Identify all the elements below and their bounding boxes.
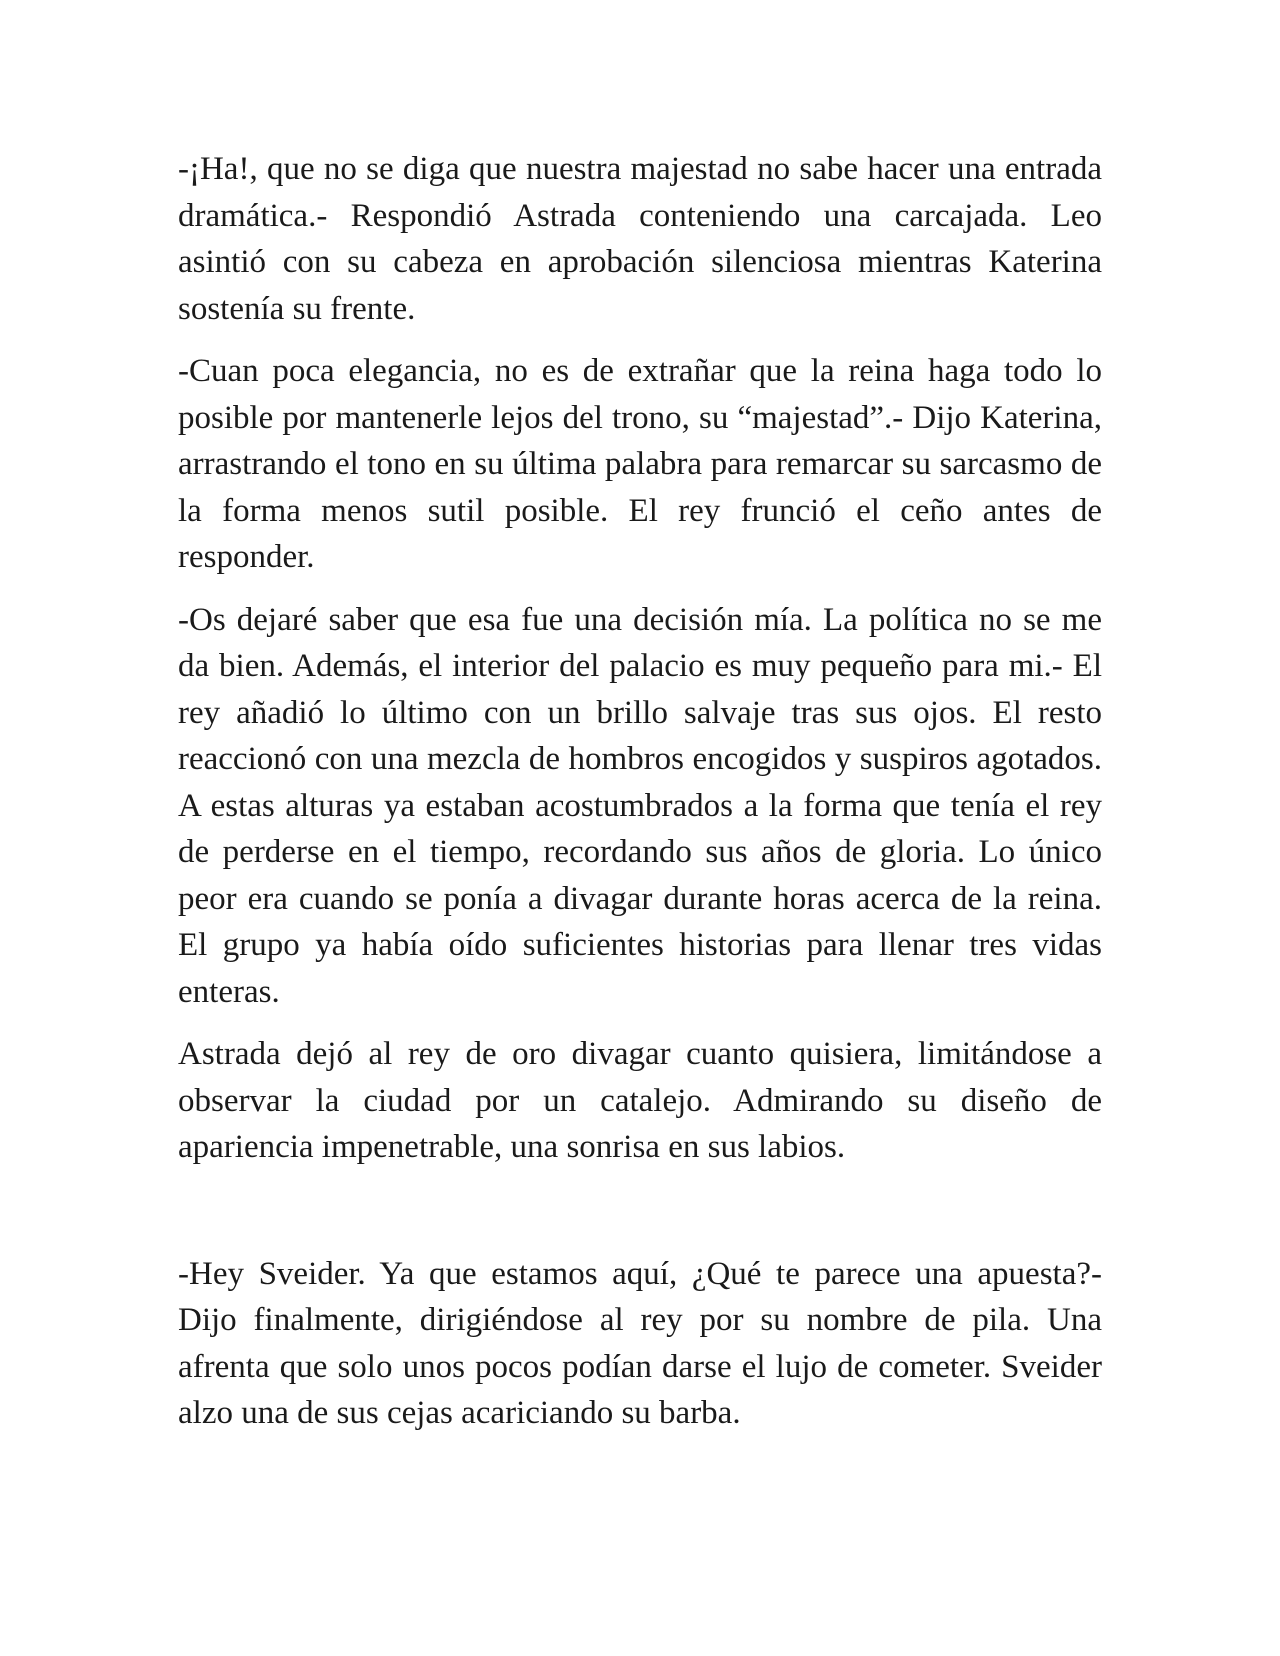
paragraph-3: -Os dejaré saber que esa fue una decisión mía. La política no se me da bien. Además, el interior del palacio es muy pequeño para mi.- El rey añadió lo último con un brillo salvaje tras sus ojos. El resto reaccionó con una mezcla de hombros encogidos y suspiros agotados. A estas alturas ya estaban acostumbrados a la forma que tenía el rey de perderse en el tiempo, recordando sus años de gloria. Lo único peor era cuando se ponía a divagar durante horas acerca de la reina. El grupo ya había oído suficientes historias para llenar tres vidas enteras. [178, 601, 1102, 1010]
paragraph-1: -¡Ha!, que no se diga que nuestra majestad no sabe hacer una entrada dramática.- Respondió Astrada conteniendo una carcajada. Leo asintió con su cabeza en aprobación silenciosa mientras Katerina sostenía su frente. [178, 151, 1102, 327]
paragraph-2: -Cuan poca elegancia, no es de extrañar que la reina haga todo lo posible por mantenerle lejos del trono, su “majestad”.- Dijo Katerina, arrastrando el tono en su última palabra para remarcar su sarcasmo de la forma menos sutil posible. El rey frunció el ceño antes de responder. [178, 353, 1102, 575]
paragraph-4: Astrada dejó al rey de oro divagar cuanto quisiera, limitándose a observar la ciudad por un catalejo. Admirando su diseño de apariencia impenetrable, una sonrisa en sus labios. [178, 1036, 1102, 1165]
paragraph-5: -Hey Sveider. Ya que estamos aquí, ¿Qué te parece una apuesta?- Dijo finalmente, dirigiéndose al rey por su nombre de pila. Una afrenta que solo unos pocos podían darse el lujo de cometer. Sveider alzo una de sus cejas acariciando su barba. [178, 1255, 1102, 1431]
body-text [178, 146, 1102, 1453]
